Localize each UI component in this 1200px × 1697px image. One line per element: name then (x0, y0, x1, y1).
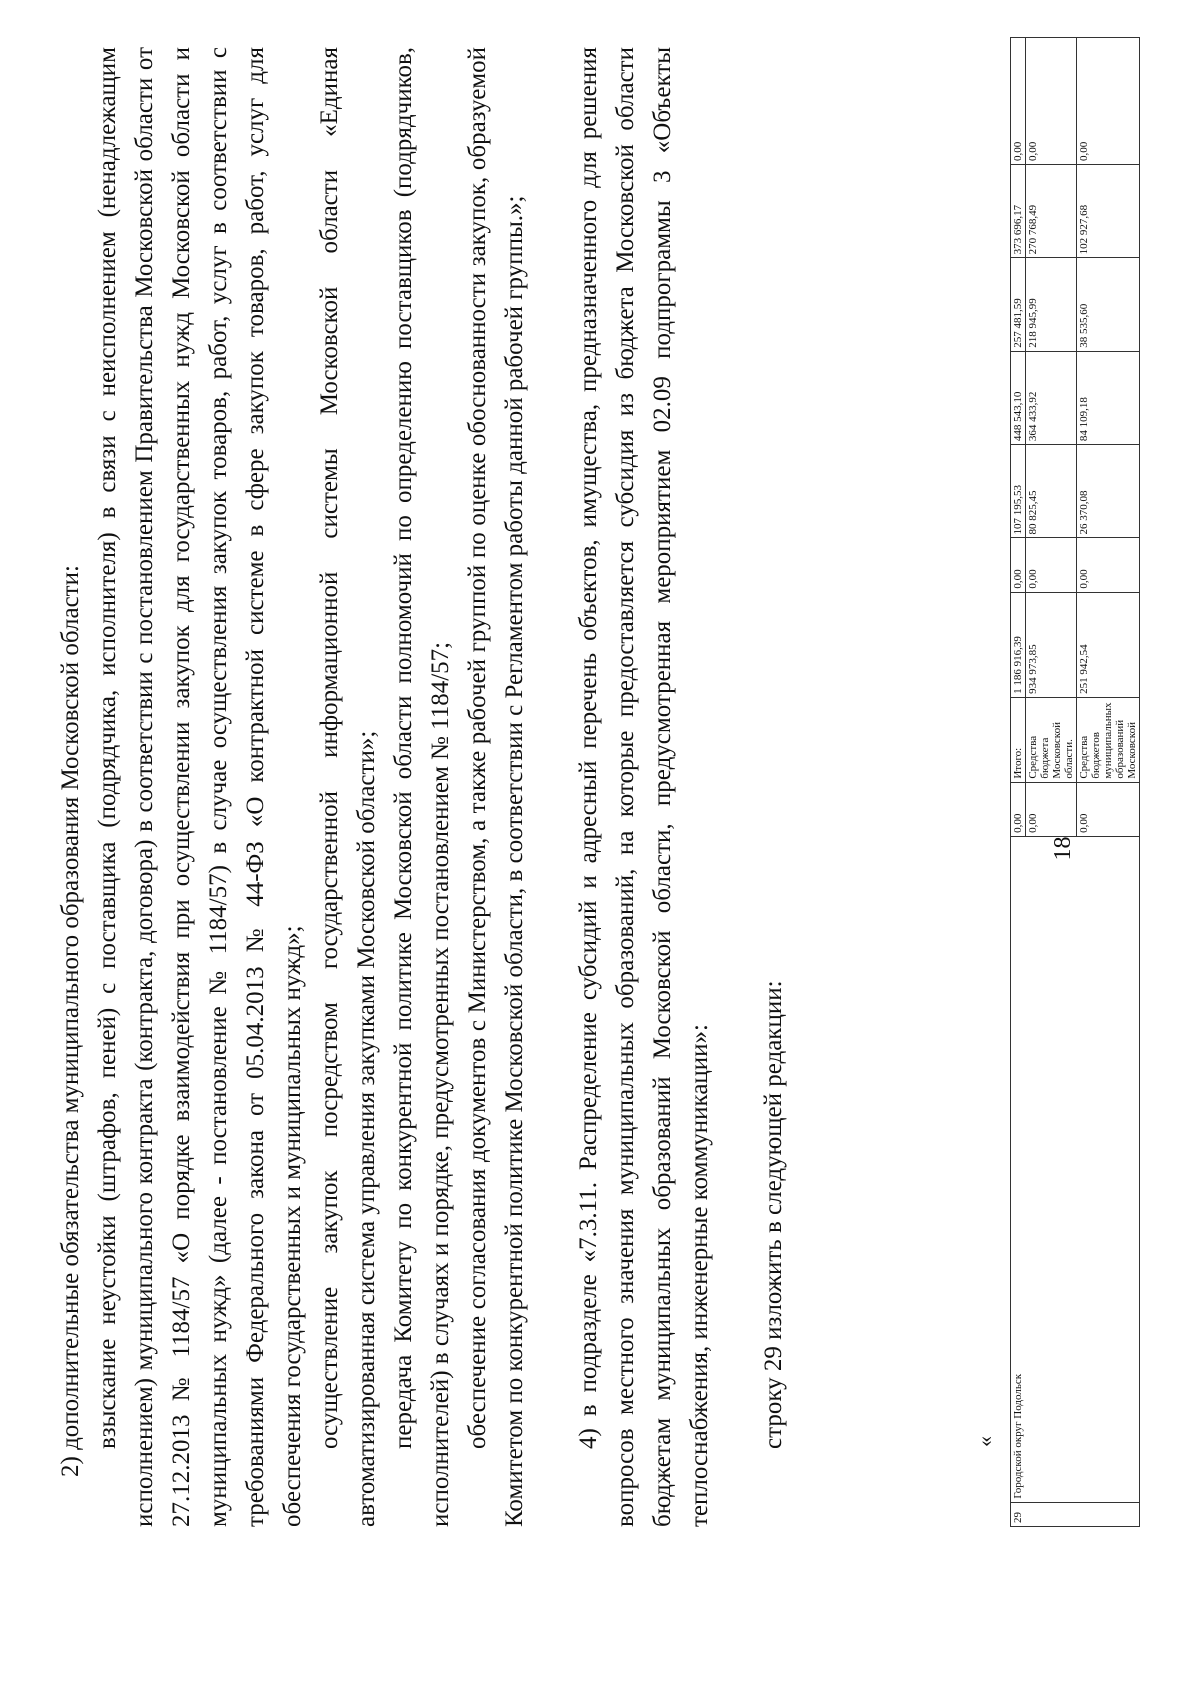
table-cell: 0,00 (1026, 782, 1077, 836)
table-cell: 373 696,17 (1011, 165, 1026, 258)
document-body (52, 47, 792, 1527)
total-cell: 251 942,54 (1077, 592, 1140, 697)
table-cell: 0,00 (1026, 38, 1077, 165)
table-cell: 0,00 (1011, 538, 1026, 592)
table-cell: 107 195,53 (1011, 445, 1026, 538)
paragraph-procurement-system: осуществление закупок посредством государственной информационной системы Московской области «Единая автоматизированная система управления закупками Московской области»; (316, 47, 380, 1527)
table-cell: 0,00 (1011, 782, 1026, 836)
paragraph-penalty: взыскание неустойки (штрафов, пеней) с поставщика (подрядчика, исполнителя) в связи с неисполнением (ненадлежащим исполнением) муниципального контракта (контракта, договора) в соответствии с постановлением Правительства Московской области от 27.12.2013 № 1184/57 «О порядке взаимодействия при осуществлении закупок для государственных нужд Московской области и муниципальных нужд» (далее - постановление № 1184/57) в случае осуществления закупок товаров, работ, услуг в соответствии с требованиями Федерального закона от 05.04.2013 № 44-ФЗ «О контрактной системе в сфере закупок товаров, работ, услуг для обеспечения государственных и муниципальных нужд»; (94, 47, 306, 1527)
subsidy-table (1010, 37, 1140, 1527)
paragraph-obligations: 2) дополнительные обязательства муниципального образования Московской области: (57, 565, 84, 1477)
table-cell: 80 825,45 (1026, 445, 1077, 538)
opening-quote: « (972, 1436, 997, 1447)
table-cell: 0,00 (1011, 38, 1026, 165)
page-number: 18 (1050, 836, 1076, 861)
table-cell: 38 535,60 (1077, 258, 1140, 351)
table-cell: 270 768,49 (1026, 165, 1077, 258)
total-cell: 934 973,85 (1026, 592, 1077, 697)
paragraph-document-approval: обеспечение согласования документов с Министерством, а также рабочей группой по оценке обоснованности закупок, образуемой Комитетом по конкурентной политике Московской области, в соответствии с Регламентом работы данной рабочей группы.»; (464, 47, 528, 1527)
table-cell: 448 543,10 (1011, 351, 1026, 444)
table-row (1011, 38, 1026, 1527)
table-cell: 0,00 (1077, 38, 1140, 165)
source-cell: Средства бюджетов муниципальных образований Московской (1077, 697, 1140, 782)
row-number-cell: 29 (1011, 1502, 1140, 1526)
municipality-cell: Городской округ Подольск (1011, 836, 1140, 1502)
table-cell: 0,00 (1026, 538, 1077, 592)
table-cell: 84 109,18 (1077, 351, 1140, 444)
paragraph-subsection: 4) в подразделе «7.3.11. Распределение субсидий и адресный перечень объектов, имущества, предназначенного для решения вопросов местного значения муниципальных образований, на которые предоставляется субсидия из бюджета Московской области бюджетам муниципальных образований Московской области, предусмотренная мероприятием 02.09 подпрограммы 3 «Объекты теплоснабжения, инженерные коммуникации»: (575, 47, 713, 1527)
table-cell: 364 433,92 (1026, 351, 1077, 444)
source-cell: Средства бюджета Московской области. (1026, 697, 1077, 782)
table-cell: 0,00 (1077, 782, 1140, 836)
paragraph-row-29: строку 29 изложить в следующей редакции: (760, 980, 787, 1449)
table-cell: 0,00 (1077, 538, 1140, 592)
source-cell: Итого: (1011, 697, 1026, 782)
table-cell: 218 945,99 (1026, 258, 1077, 351)
table-cell: 102 927,68 (1077, 165, 1140, 258)
paragraph-committee-transfer: передача Комитету по конкурентной политике Московской области полномочий по определению поставщиков (подрядчиков, исполнителей) в случаях и порядке, предусмотренных постановлением № 1184/57; (390, 47, 454, 1527)
table-cell: 26 370,08 (1077, 445, 1140, 538)
table-cell: 257 481,59 (1011, 258, 1026, 351)
total-cell: 1 186 916,39 (1011, 592, 1026, 697)
